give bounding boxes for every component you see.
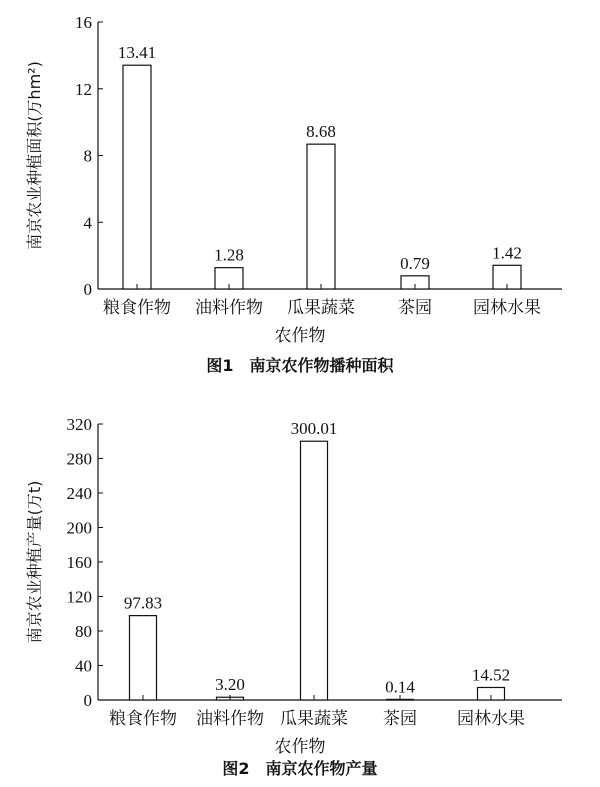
data-label: 1.42	[492, 243, 522, 263]
data-label: 3.20	[215, 675, 245, 695]
y-axis-title: 南京农业种植面积(万hm²)	[25, 61, 44, 250]
y-axis-title: 南京农业种植产量(万t)	[25, 480, 44, 644]
data-label: 0.79	[400, 253, 430, 273]
chart-1	[25, 13, 562, 375]
x-tick-label: 油料作物	[196, 709, 264, 729]
x-tick-label: 园林水果	[473, 298, 541, 318]
y-tick-label: 12	[75, 79, 92, 99]
x-tick-label: 瓜果蔬菜	[280, 709, 348, 729]
x-axis-title: 农作物	[274, 737, 326, 757]
x-tick-label: 瓜果蔬菜	[287, 298, 355, 318]
y-tick-label: 16	[75, 13, 92, 32]
x-tick-label: 茶园	[383, 709, 417, 729]
chart-2	[25, 415, 562, 778]
y-tick-label: 0	[83, 691, 92, 710]
bar	[307, 144, 335, 289]
x-axis-title: 农作物	[274, 326, 326, 346]
figure-caption: 图1 南京农作物播种面积	[206, 356, 394, 375]
y-tick-label: 80	[75, 622, 92, 641]
x-tick-label: 粮食作物	[103, 298, 171, 318]
y-tick-label: 240	[66, 484, 92, 503]
data-label: 1.28	[214, 245, 244, 265]
y-tick-label: 160	[66, 553, 92, 572]
y-tick-label: 4	[83, 213, 92, 233]
data-label: 0.14	[385, 677, 415, 697]
x-tick-label: 粮食作物	[109, 709, 177, 729]
bar	[301, 441, 328, 700]
figure-caption: 图2 南京农作物产量	[222, 759, 378, 778]
y-tick-label: 40	[75, 656, 92, 676]
data-label: 13.41	[117, 43, 157, 63]
y-tick-label: 200	[66, 518, 92, 538]
data-label: 14.52	[471, 665, 511, 685]
x-tick-label: 油料作物	[195, 298, 263, 318]
data-label: 300.01	[290, 419, 338, 439]
y-tick-label: 320	[66, 415, 92, 434]
y-tick-label: 280	[66, 449, 92, 469]
x-tick-label: 茶园	[398, 298, 432, 318]
x-tick-label: 园林水果	[457, 709, 525, 729]
y-tick-label: 0	[83, 280, 92, 299]
data-label: 97.83	[123, 593, 163, 613]
y-tick-label: 8	[83, 146, 92, 166]
bar	[123, 65, 151, 289]
bar	[130, 616, 157, 700]
y-tick-label: 120	[66, 587, 92, 607]
data-label: 8.68	[306, 122, 336, 142]
